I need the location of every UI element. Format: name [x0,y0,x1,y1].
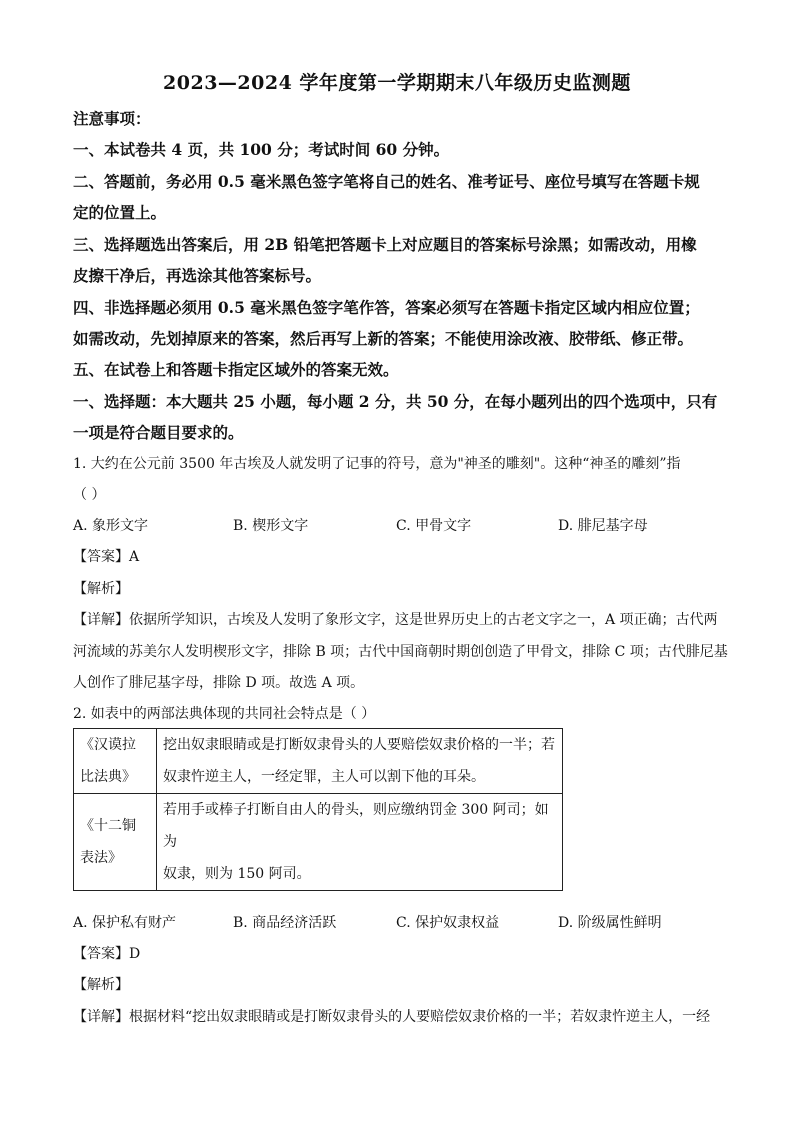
law-text-line: 挖出奴隶眼睛或是打断奴隶骨头的人要赔偿奴隶价格的一半；若 [163,737,555,753]
table-cell-law-name [74,794,157,891]
q1-analysis-label: 【解析】 [73,581,129,597]
q1-option-a: A. 象形文字 [73,518,149,534]
law-table [73,728,563,891]
table-row [74,794,563,891]
section-heading-cont: 一项是符合题目要求的。 [73,423,244,442]
law-name-line: 比法典》 [80,769,136,785]
law-name-line: 《汉谟拉 [80,737,136,753]
notice-item: 皮擦干净后，再选涂其他答案标号。 [73,266,322,285]
page-title: 2023—2024 学年度第一学期期末八年级历史监测题 [163,72,631,94]
q2-answer: 【答案】D [73,946,141,962]
notice-item: 五、在试卷上和答题卡指定区域外的答案无效。 [73,360,399,379]
law-text-line: 奴隶，则为 150 阿司。 [163,866,311,882]
notice-item: 一、本试卷共 4 页，共 100 分；考试时间 60 分钟。 [73,140,450,159]
notice-item: 四、非选择题必须用 0.5 毫米黑色签字笔作答，答案必须写在答题卡指定区域内相应位置； [73,298,700,317]
section-heading: 一、选择题：本大题共 25 小题，每小题 2 分，共 50 分，在每小题列出的四个选项中，只有 [73,392,718,411]
q1-stem: 1. 大约在公元前 3500 年古埃及人就发明了记事的符号，意为"神圣的雕刻"。这种“神圣的雕刻”指 [73,456,681,472]
law-text-line: 奴隶忤逆主人，一经定罪，主人可以割下他的耳朵。 [163,769,485,785]
notice-heading: 注意事项： [73,109,151,128]
q2-detail: 【详解】根据材料“挖出奴隶眼睛或是打断奴隶骨头的人要赔偿奴隶价格的一半；若奴隶忤逆主人，一经 [73,1009,711,1025]
q1-detail: 【详解】依据所学知识，古埃及人发明了象形文字，这是世界历史上的古老文字之一，A 项正确；古代两 [73,612,718,628]
q2-stem: 2. 如表中的两部法典体现的共同社会特点是（ ） [73,706,376,722]
notice-item: 定的位置上。 [73,203,167,222]
q2-option-c: C. 保护奴隶权益 [396,915,500,931]
law-text-line: 若用手或棒子打断自由人的骨头，则应缴纳罚金 300 阿司；如为 [163,802,549,850]
table-cell-law-name [74,729,157,794]
law-name-line: 《十二铜 [80,818,136,834]
q1-option-c: C. 甲骨文字 [396,518,472,534]
q1-answer: 【答案】A [73,549,140,565]
q2-analysis-label: 【解析】 [73,977,129,993]
q1-option-b: B. 楔形文字 [233,518,309,534]
q2-option-b: B. 商品经济活跃 [233,915,337,931]
q2-option-d: D. 阶级属性鲜明 [558,915,662,931]
notice-item: 二、答题前，务必用 0.5 毫米黑色签字笔将自己的姓名、准考证号、座位号填写在答题卡规 [73,172,700,191]
q1-blank: （ ） [73,487,106,503]
q1-detail: 河流域的苏美尔人发明楔形文字，排除 B 项；古代中国商朝时期创创造了甲骨文，排除 C 项；古代腓尼基 [73,644,728,660]
q2-option-a: A. 保护私有财产 [73,915,177,931]
table-cell-law-text [157,729,563,794]
notice-item: 三、选择题选出答案后，用 2B 铅笔把答题卡上对应题目的答案标号涂黑；如需改动，用橡 [73,235,697,254]
law-name-line: 表法》 [80,850,122,866]
notice-item: 如需改动，先划掉原来的答案，然后再写上新的答案；不能使用涂改液、胶带纸、修正带。 [73,329,694,348]
q1-option-d: D. 腓尼基字母 [558,518,648,534]
q1-detail: 人创作了腓尼基字母，排除 D 项。故选 A 项。 [73,675,365,691]
table-cell-law-text [157,794,563,891]
table-row [74,729,563,794]
